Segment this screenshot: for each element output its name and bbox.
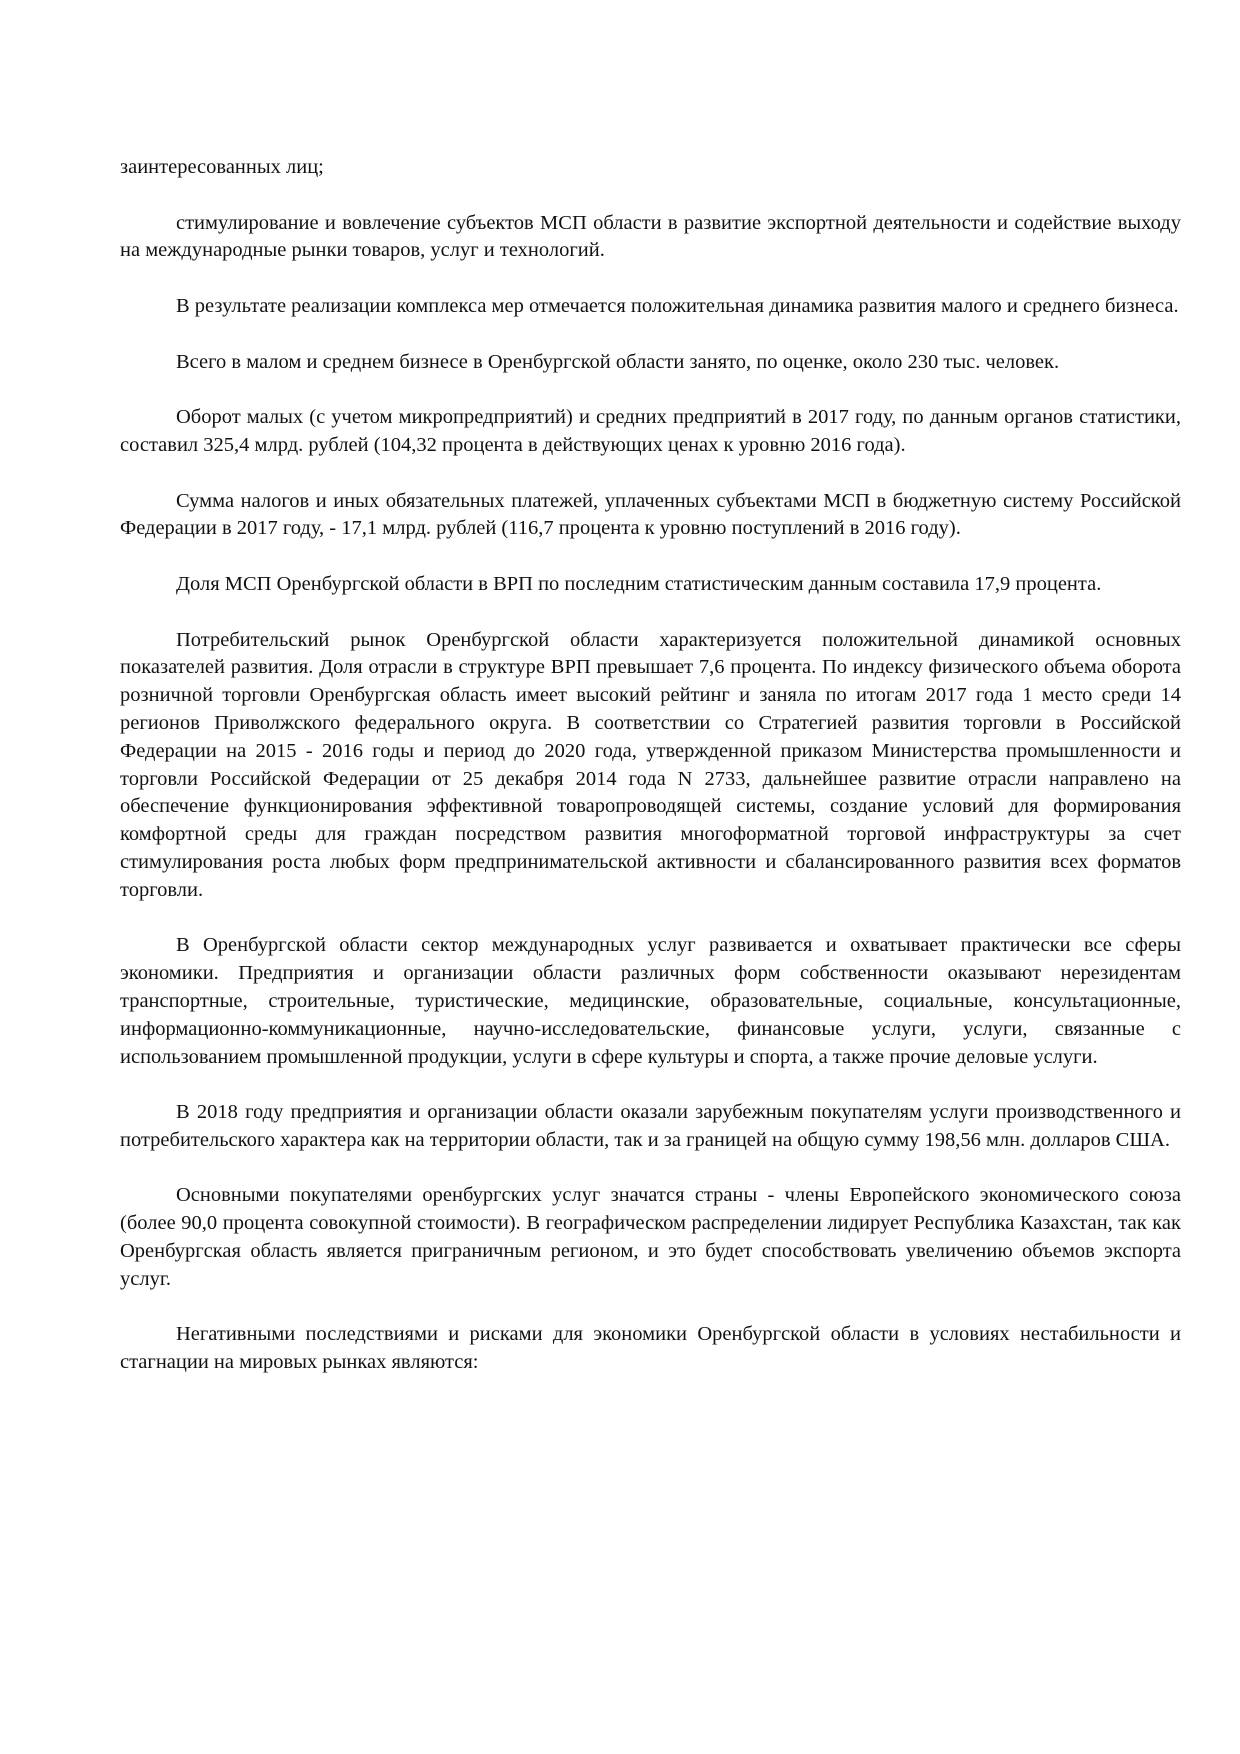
paragraph: В результате реализации комплекса мер отмечается положительная динамика развития малого и среднего бизнеса. xyxy=(176,294,1179,317)
document-page xyxy=(120,154,1181,1405)
paragraph: Доля МСП Оренбургской области в ВРП по последним статистическим данным составила 17,9 процента. xyxy=(176,572,1102,595)
paragraph: В Оренбургской области сектор международных услуг развивается и охватывает практически все сферы экономики. Предприятия и организации области различных форм собственности оказывают нерезидентам транспортные, строительные, туристические, медицинские, образовательные, социальные, консультационные, информационно-коммуникационные, научно-исследовательские, финансовые услуги, услуги, связанные с использованием промышленной продукции, услуги в сфере культуры и спорта, а также прочие деловые услуги. xyxy=(120,934,1181,1068)
paragraph: Основными покупателями оренбургских услуг значатся страны - члены Европейского экономического союза (более 90,0 процента совокупной стоимости). В географическом распределении лидирует Республика Казахстан, так как Оренбургская область является приграничным регионом, и это будет способствовать увеличению объемов экспорта услуг. xyxy=(120,1184,1181,1290)
paragraph: В 2018 году предприятия и организации области оказали зарубежным покупателям услуги производственного и потребительского характера как на территории области, так и за границей на общую сумму 198,56 млн. долларов США. xyxy=(120,1101,1181,1151)
paragraph: Негативными последствиями и рисками для экономики Оренбургской области в условиях нестабильности и стагнации на мировых рынках являются: xyxy=(120,1323,1181,1374)
paragraph: стимулирование и вовлечение субъектов МСП области в развитие экспортной деятельности и содействие выходу на международные рынки товаров, услуг и технологий. xyxy=(120,211,1181,262)
paragraph: заинтересованных лиц; xyxy=(120,156,324,178)
paragraph: Всего в малом и среднем бизнесе в Оренбургской области занято, по оценке, около 230 тыс. человек. xyxy=(176,350,1060,373)
paragraph: Оборот малых (с учетом микропредприятий) и средних предприятий в 2017 году, по данным органов статистики, составил 325,4 млрд. рублей (104,32 процента в действующих ценах к уровню 2016 года). xyxy=(120,406,1181,456)
paragraph: Потребительский рынок Оренбургской области характеризуется положительной динамикой основных показателей развития. Доля отрасли в структуре ВРП превышает 7,6 процента. По индексу физического объема оборота розничной торговли Оренбургская область имеет высокий рейтинг и заняла по итогам 2017 года 1 место среди 14 регионов Приволжского федерального округа. В соответствии со Стратегией развития торговли в Российской Федерации на 2015 - 2016 годы и период до 2020 года, утвержденной приказом Министерства промышленности и торговли Российской Федерации от 25 декабря 2014 года N 2733, дальнейшее развитие отрасли направлено на обеспечение функционирования эффективной товаропроводящей системы, создание условий для формирования комфортной среды для граждан посредством развития многоформатной торговой инфраструктуры за счет стимулирования роста любых форм предпринимательской активности и сбалансированного развития всех форматов торговли. xyxy=(120,628,1181,901)
paragraph: Сумма налогов и иных обязательных платежей, уплаченных субъектами МСП в бюджетную систему Российской Федерации в 2017 году, - 17,1 млрд. рублей (116,7 процента к уровню поступлений в 2016 году). xyxy=(120,489,1181,540)
